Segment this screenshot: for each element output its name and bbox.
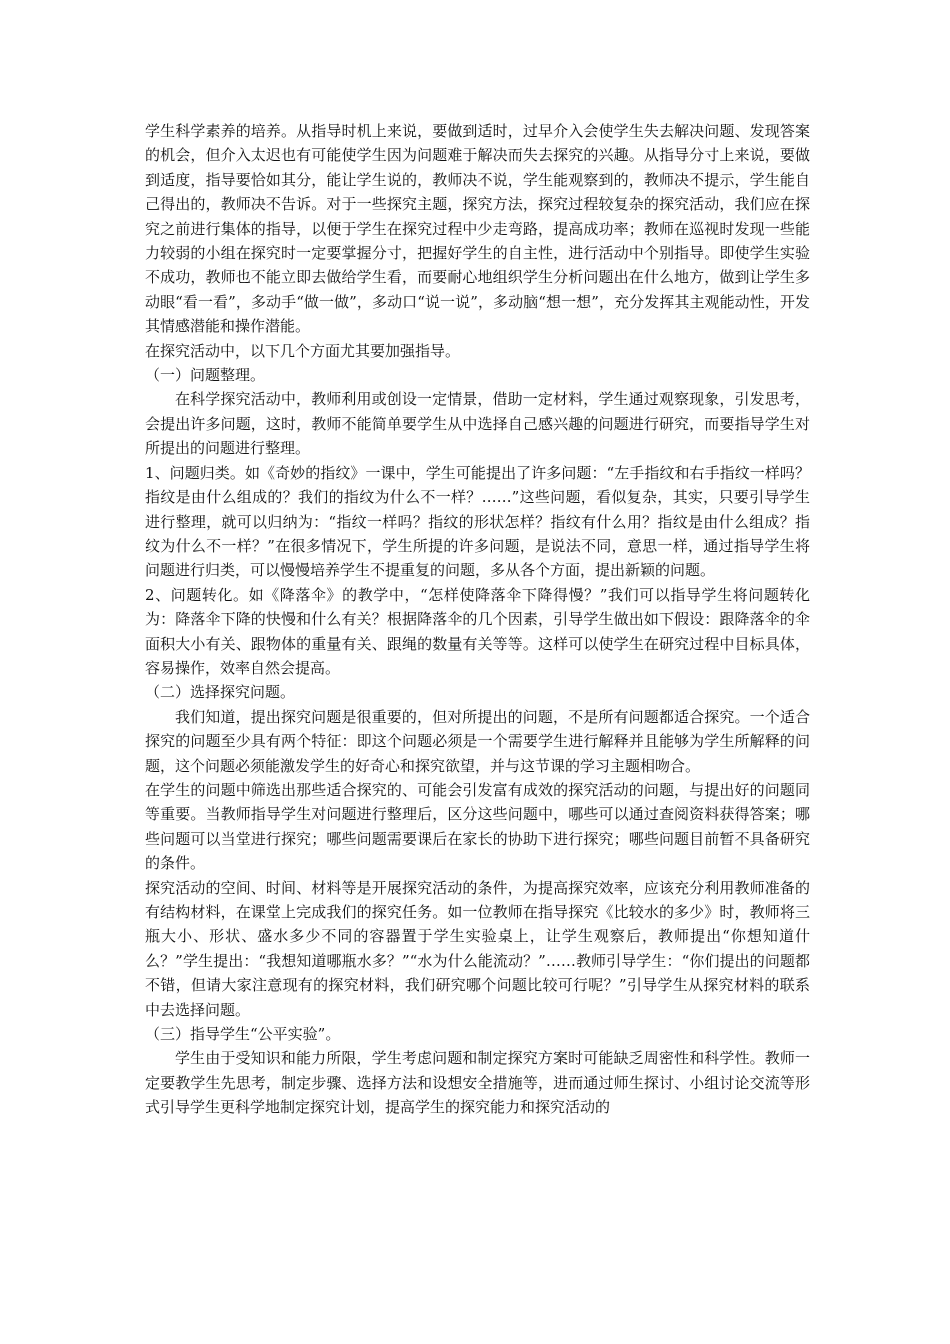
paragraph-question-screening: 在学生的问题中筛选出那些适合探究的、可能会引发富有成效的探究活动的问题，与提出好的问题同等重要。当教师指导学生对问题进行整理后，区分这些问题中，哪些可以通过查阅资料获得答案；哪些问题可以当堂进行探究；哪些问题需要课后在家长的协助下进行探究；哪些问题目前暂不具备研究的条件。	[145, 780, 810, 873]
paragraph-inquiry-features: 我们知道，提出探究问题是很重要的，但对所提出的问题，不是所有问题都适合探究。一个适合探究的问题至少具有两个特征：即这个问题必须是一个需要学生进行解释并且能够为学生所解释的问题，这个问题必须能激发学生的好奇心和探究欲望，并与这节课的学习主题相吻合。	[145, 707, 810, 775]
section-heading-3: （三）指导学生“公平实验”。	[145, 1025, 341, 1044]
paragraph-question-classification: 1、问题归类。如《奇妙的指纹》一课中，学生可能提出了许多问题：“左手指纹和右手指纹一样吗？指纹是由什么组成的？我们的指纹为什么不一样？……”这些问题，看似复杂，其实，只要引导学生进行整理，就可以归纳为：“指纹一样吗？指纹的形状怎样？指纹有什么用？指纹是由什么组成？指纹为什么不一样？”在很多情况下，学生所提的许多问题，是说法不同，意思一样，通过指导学生将问题进行归类，可以慢慢培养学生不提重复的问题，多从各个方面，提出新颖的问题。	[145, 463, 810, 580]
paragraph-question-arrangement: 在科学探究活动中，教师利用或创设一定情景，借助一定材料，学生通过观察现象，引发思考，会提出许多问题，这时，教师不能简单要学生从中选择自己感兴趣的问题进行研究，而要指导学生对所提出的问题进行整理。	[145, 390, 810, 458]
section-heading-1: （一）问题整理。	[145, 366, 266, 385]
paragraph-inquiry-conditions: 探究活动的空间、时间、材料等是开展探究活动的条件，为提高探究效率，应该充分利用教师准备的有结构材料，在课堂上完成我们的探究任务。如一位教师在指导探究《比较水的多少》时，教师将三瓶大小、形状、盛水多少不同的容器置于学生实验桌上，让学生观察后，教师提出“你想知道什么？”学生提出：“我想知道哪瓶水多？”“水为什么能流动？”……教师引导学生：“你们提出的问题都不错，但请大家注意现有的探究材料，我们研究哪个问题比较可行呢？”引导学生从探究材料的联系中去选择问题。	[145, 878, 810, 1019]
paragraph-guidance-aspects: 在探究活动中，以下几个方面尤其要加强指导。	[145, 341, 461, 360]
paragraph-intro: 学生科学素养的培养。从指导时机上来说，要做到适时，过早介入会使学生失去解决问题、发现答案的机会，但介入太迟也有可能使学生因为问题难于解决而失去探究的兴趣。从指导分寸上来说，要做到适度，指导要恰如其分，能让学生说的，教师决不说，学生能观察到的，教师决不提示，学生能自己得出的，教师决不告诉。对于一些探究主题，探究方法，探究过程较复杂的探究活动，我们应在探究之前进行集体的指导，以便于学生在探究过程中少走弯路，提高成功率；教师在巡视时发现一些能力较弱的小组在探究时一定要掌握分寸，把握好学生的自主性，进行活动中个别指导。即使学生实验不成功，教师也不能立即去做给学生看，而要耐心地组织学生分析问题出在什么地方，做到让学生多动眼“看一看”，多动手“做一做”，多动口“说一说”，多动脑“想一想”，充分发挥其主观能动性，开发其情感潜能和操作潜能。	[145, 122, 810, 336]
section-heading-2: （二）选择探究问题。	[145, 683, 296, 702]
document-page	[145, 119, 810, 1120]
paragraph-fair-experiment: 学生由于受知识和能力所限，学生考虑问题和制定探究方案时可能缺乏周密性和科学性。教师一定要教学生先思考，制定步骤、选择方法和设想安全措施等，进而通过师生探讨、小组讨论交流等形式引导学生更科学地制定探究计划，提高学生的探究能力和探究活动的	[145, 1049, 810, 1117]
paragraph-question-transformation: 2、问题转化。如《降落伞》的教学中，“怎样使降落伞下降得慢？”我们可以指导学生将问题转化为：降落伞下降的快慢和什么有关？根据降落伞的几个因素，引导学生做出如下假设：跟降落伞的伞面积大小有关、跟物体的重量有关、跟绳的数量有关等等。这样可以使学生在研究过程中目标具体，容易操作，效率自然会提高。	[145, 585, 810, 677]
